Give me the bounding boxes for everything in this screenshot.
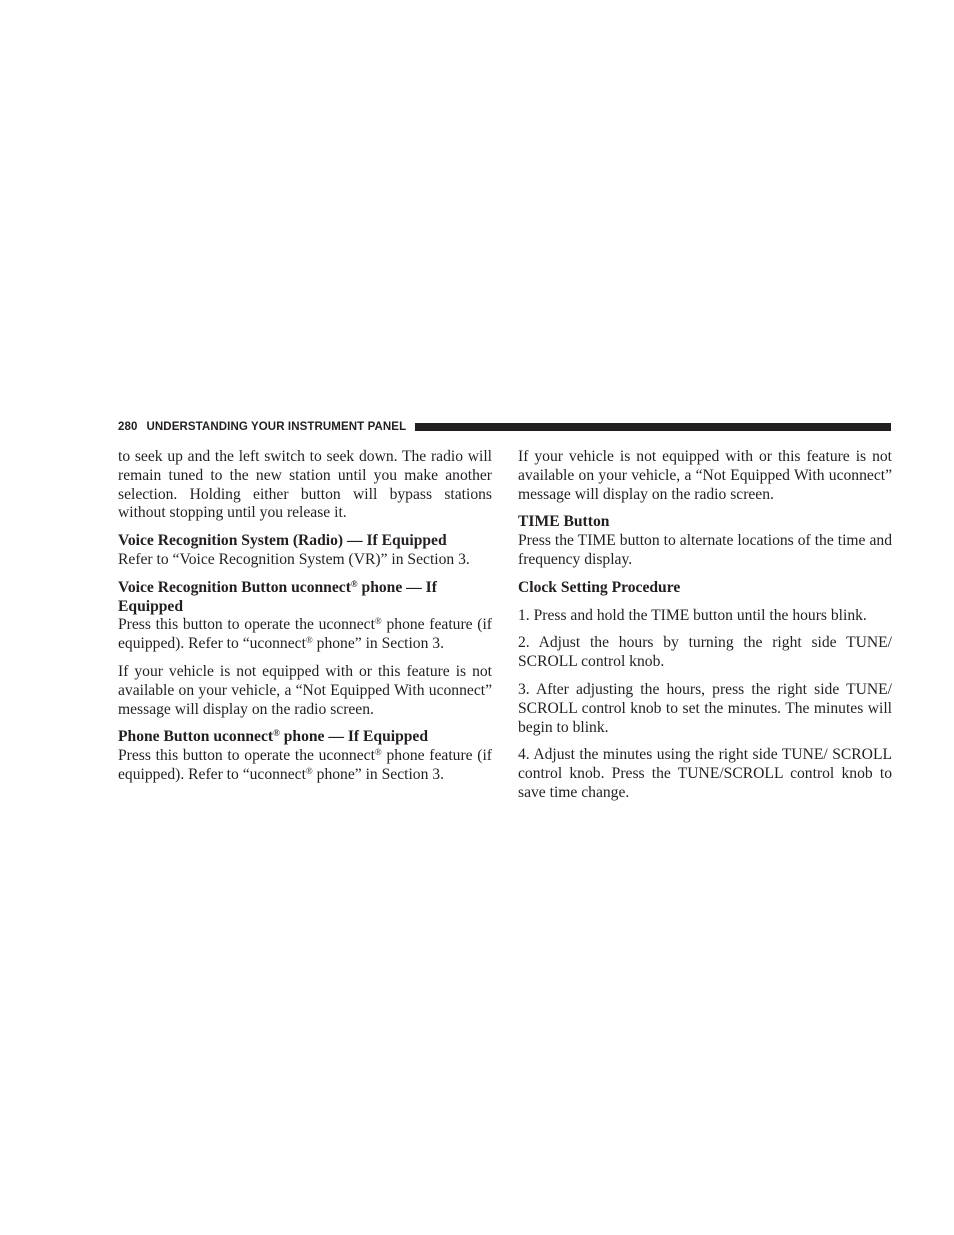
- left-column: [118, 448, 492, 794]
- phone-heading-text-a: Phone Button uconnect: [118, 728, 274, 746]
- clock-step-1: 1. Press and hold the TIME button until the hours blink.: [518, 606, 867, 624]
- time-button-heading: TIME Button: [518, 513, 610, 531]
- clock-step-4: 4. Adjust the minutes using the right side TUNE/ SCROLL control knob. Press the TUNE/SCROLL control knob to save time change.: [518, 746, 892, 801]
- phone-heading-text-b: phone — If Equipped: [279, 728, 429, 746]
- page-number: 280: [118, 421, 138, 433]
- registered-mark: ®: [350, 578, 358, 589]
- registered-mark: ®: [305, 765, 313, 776]
- vr-button-text-c: phone” in Section 3.: [312, 635, 444, 653]
- clock-setting-heading: Clock Setting Procedure: [518, 578, 681, 596]
- page-header: [118, 419, 891, 435]
- vr-system-heading: Voice Recognition System (Radio) — If Equipped: [118, 532, 447, 550]
- vr-button-text-b: phone feature (if equipped). Refer to “uconnect: [118, 616, 492, 653]
- vr-button-heading-text-b: phone — If Equipped: [118, 578, 437, 615]
- seek-paragraph: to seek up and the left switch to seek down. The radio will remain tuned to the new station until you make another selection. Holding either button will bypass stations without stopping until you release it.: [118, 448, 492, 522]
- clock-step-3: 3. After adjusting the hours, press the right side TUNE/ SCROLL control knob to set the minutes. The minutes will begin to blink.: [518, 680, 892, 736]
- vr-button-text-a: Press this button to operate the uconnect: [118, 616, 375, 634]
- vr-not-equipped-text: If your vehicle is not equipped with or this feature is not available on your vehicle, a “Not Equipped With uconnect” message will display on the radio screen.: [118, 662, 492, 718]
- registered-mark: ®: [273, 728, 280, 739]
- clock-step-2: 2. Adjust the hours by turning the right side TUNE/ SCROLL control knob.: [518, 634, 892, 671]
- registered-mark: ®: [305, 635, 313, 646]
- phone-button-heading: [118, 728, 492, 747]
- right-column: [518, 448, 892, 812]
- phone-text-b: phone feature (if equipped). Refer to “uconnect: [118, 747, 492, 783]
- section-title: UNDERSTANDING YOUR INSTRUMENT PANEL: [146, 421, 407, 433]
- registered-mark: ®: [374, 616, 382, 627]
- time-button-text: Press the TIME button to alternate locations of the time and frequency display.: [518, 532, 892, 568]
- vr-system-text: Refer to “Voice Recognition System (VR)” in Section 3.: [118, 550, 470, 568]
- phone-not-equipped-text: If your vehicle is not equipped with or this feature is not available on your vehicle, a “Not Equipped With uconnect” message will display on the radio screen.: [518, 448, 892, 503]
- vr-button-heading-text-a: Voice Recognition Button uconnect: [118, 578, 351, 596]
- header-rule: [415, 423, 891, 431]
- phone-text-c: phone” in Section 3.: [312, 765, 444, 783]
- phone-text-a: Press this button to operate the uconnect: [118, 747, 375, 765]
- vr-button-text: [118, 616, 492, 654]
- phone-button-text: [118, 747, 492, 785]
- registered-mark: ®: [374, 747, 382, 758]
- vr-button-heading: [118, 579, 492, 617]
